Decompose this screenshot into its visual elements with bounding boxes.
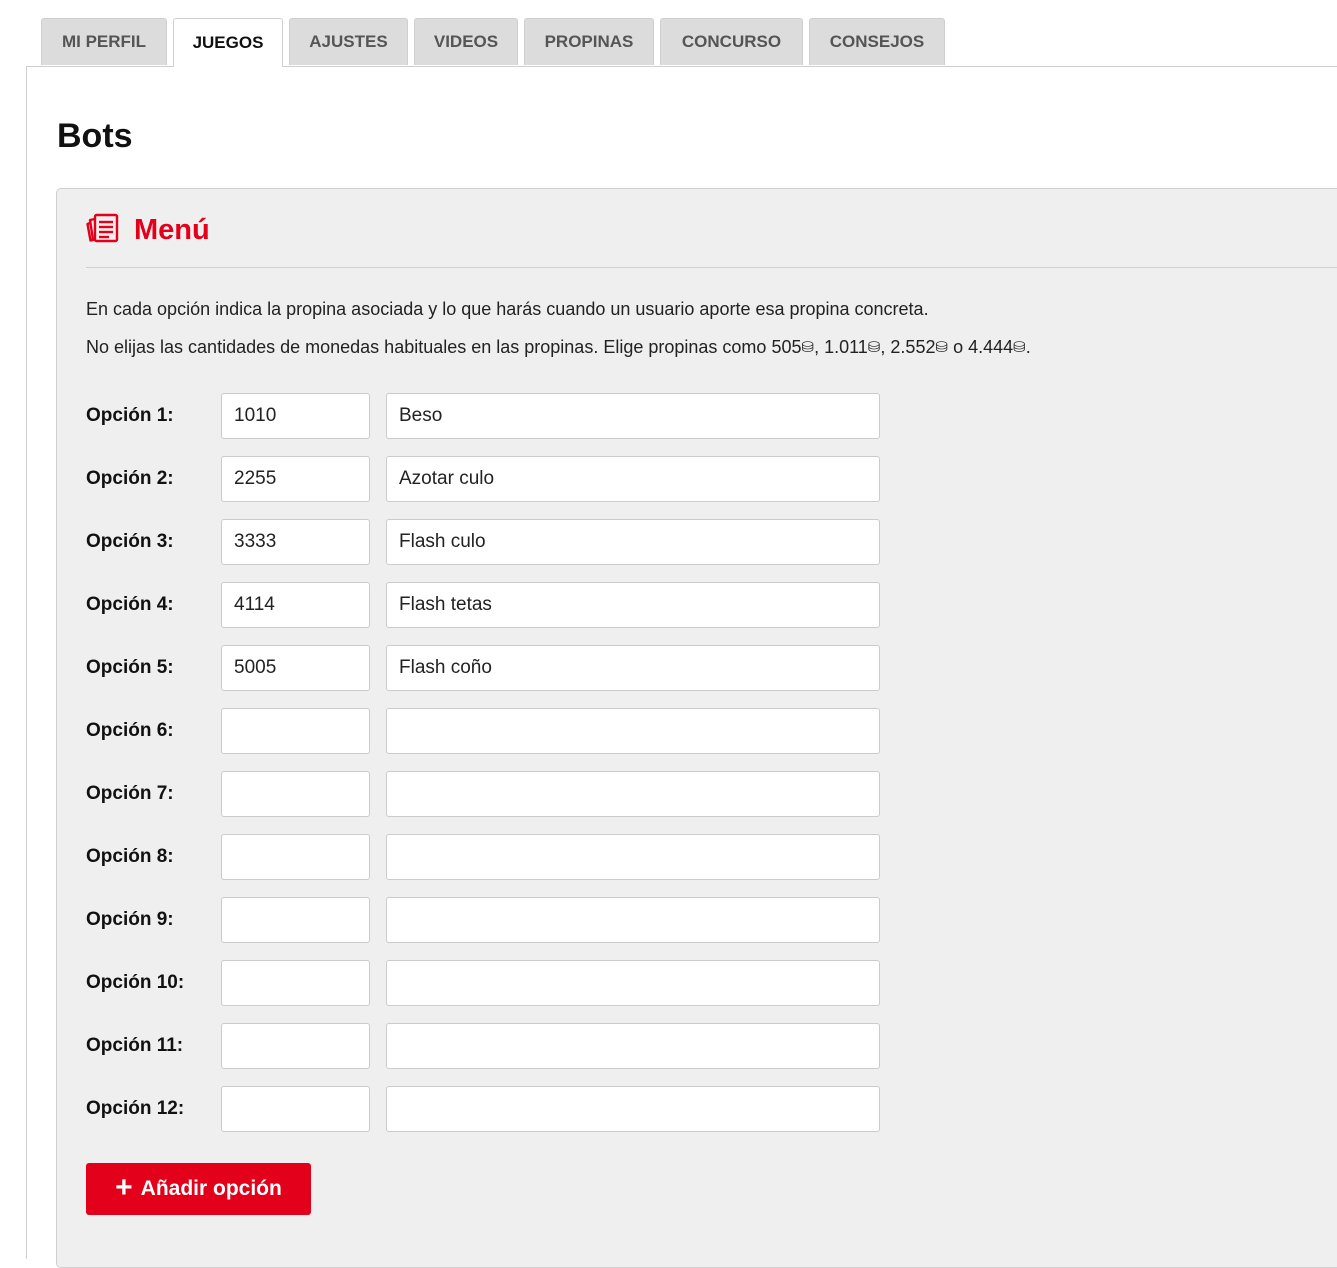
example-amount: 4.444 — [968, 337, 1014, 357]
option-action-input[interactable] — [386, 519, 880, 565]
option-amount-input[interactable] — [221, 834, 370, 880]
option-label: Opción 10: — [86, 972, 185, 993]
option-action-input[interactable] — [386, 456, 880, 502]
option-action-input[interactable] — [386, 393, 880, 439]
option-label: Opción 4: — [86, 594, 174, 615]
option-amount-input[interactable] — [221, 393, 370, 439]
option-amount-input[interactable] — [221, 645, 370, 691]
option-amount-input[interactable] — [221, 1086, 370, 1132]
option-action-input[interactable] — [386, 1023, 880, 1069]
add-option-button[interactable] — [86, 1163, 311, 1215]
option-amount-input[interactable] — [221, 897, 370, 943]
option-label: Opción 3: — [86, 531, 174, 552]
option-label: Opción 7: — [86, 783, 174, 804]
panel-divider — [86, 267, 1337, 268]
panel-header — [86, 210, 210, 250]
example-amount: 2.552 — [890, 337, 936, 357]
tab-concurso[interactable]: CONCURSO — [660, 18, 803, 65]
coins-icon: ⛁ — [867, 339, 881, 356]
description-line-1: En cada opción indica la propina asociada y lo que harás cuando un usuario aporte esa propina concreta. — [86, 299, 929, 319]
panel-title: Menú — [134, 213, 210, 246]
option-label: Opción 11: — [86, 1035, 184, 1056]
example-amount: 1.011 — [824, 337, 868, 357]
page-title: Bots — [57, 117, 133, 155]
tab-consejos[interactable]: CONSEJOS — [809, 18, 945, 65]
option-label: Opción 6: — [86, 720, 174, 741]
description-line-2: No elijas las cantidades de monedas habituales en las propinas. Elige propinas como 505⛁, 1.011⛁, 2.552⛁ o 4.444⛁. — [86, 337, 1031, 357]
tab-propinas[interactable]: PROPINAS — [524, 18, 654, 65]
option-action-input[interactable] — [386, 897, 880, 943]
tab-bar — [26, 18, 1337, 67]
option-action-input[interactable] — [386, 1086, 880, 1132]
option-label: Opción 12: — [86, 1098, 185, 1119]
tab-ajustes[interactable]: AJUSTES — [289, 18, 408, 65]
coins-icon: ⛁ — [801, 339, 815, 356]
option-action-input[interactable] — [386, 708, 880, 754]
option-action-input[interactable] — [386, 771, 880, 817]
option-amount-input[interactable] — [221, 708, 370, 754]
plus-icon: + — [115, 1170, 133, 1204]
option-label: Opción 2: — [86, 468, 174, 489]
option-amount-input[interactable] — [221, 1023, 370, 1069]
option-amount-input[interactable] — [221, 456, 370, 502]
option-action-input[interactable] — [386, 582, 880, 628]
separator: , — [814, 337, 820, 357]
tab-videos[interactable]: VIDEOS — [414, 18, 518, 65]
option-label: Opción 1: — [86, 405, 174, 426]
add-option-label: Añadir opción — [140, 1177, 282, 1200]
option-label: Opción 9: — [86, 909, 174, 930]
option-amount-input[interactable] — [221, 771, 370, 817]
coins-icon: ⛁ — [935, 339, 949, 356]
option-action-input[interactable] — [386, 645, 880, 691]
option-amount-input[interactable] — [221, 519, 370, 565]
option-label: Opción 8: — [86, 846, 174, 867]
option-action-input[interactable] — [386, 960, 880, 1006]
separator-last: o — [953, 337, 964, 357]
option-action-input[interactable] — [386, 834, 880, 880]
option-amount-input[interactable] — [221, 960, 370, 1006]
option-label: Opción 5: — [86, 657, 174, 678]
description-prefix: No elijas las cantidades de monedas habituales en las propinas. Elige propinas como — [86, 337, 767, 357]
option-amount-input[interactable] — [221, 582, 370, 628]
menu-list-icon — [86, 213, 120, 248]
tab-juegos[interactable]: JUEGOS — [173, 18, 283, 67]
coins-icon: ⛁ — [1013, 339, 1026, 356]
example-amount: 505 — [771, 337, 802, 357]
tab-mi-perfil[interactable]: MI PERFIL — [41, 18, 167, 65]
separator: , — [880, 337, 886, 357]
